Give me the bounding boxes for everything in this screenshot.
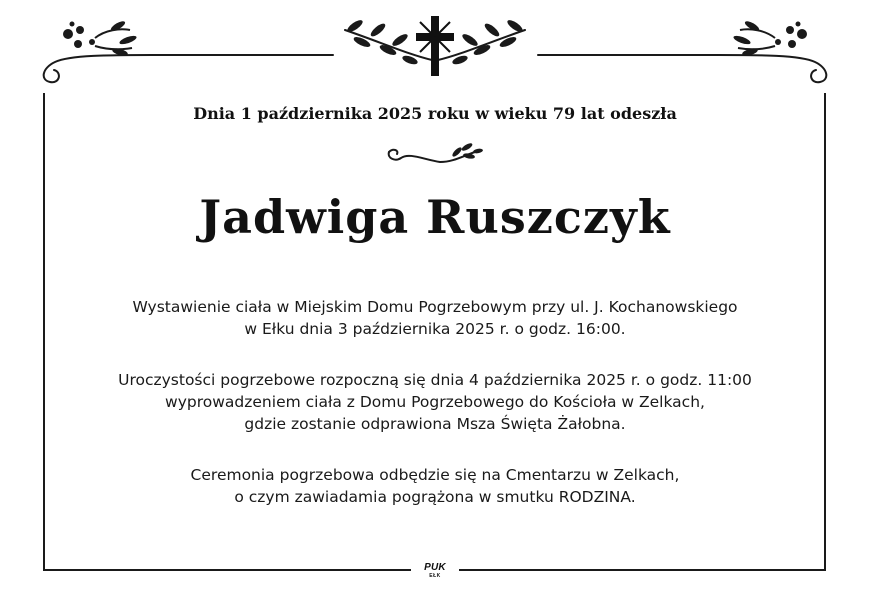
paragraph-line: wyprowadzeniem ciała z Domu Pogrzebowego do Kościoła w Zelkach, xyxy=(165,393,705,411)
floral-ornament-icon xyxy=(733,19,807,57)
paragraph-line: Wystawienie ciała w Miejskim Domu Pogrzebowym przy ul. J. Kochanowskiego xyxy=(132,298,738,316)
cross-icon xyxy=(416,16,454,76)
leaf-divider-icon xyxy=(385,142,485,172)
paragraph-line: w Ełku dnia 3 października 2025 r. o godz. 16:00. xyxy=(244,320,626,338)
paragraph-line: gdzie zostanie odprawiona Msza Święta Żałobna. xyxy=(244,415,626,433)
puk-logo xyxy=(418,563,452,583)
top-ornament xyxy=(0,0,870,95)
paragraph-line: o czym zawiadamia pogrążona w smutku RODZINA. xyxy=(234,488,636,506)
paragraph-ceremony xyxy=(60,369,810,435)
paragraph-viewing xyxy=(60,296,810,340)
logo-main: PUK xyxy=(424,562,446,573)
intro-text: Dnia 1 października 2025 roku w wieku 79 lat odeszła xyxy=(193,104,677,123)
paragraph-line: Uroczystości pogrzebowe rozpoczną się dnia 4 października 2025 r. o godz. 11:00 xyxy=(118,371,752,389)
paragraph-line: Ceremonia pogrzebowa odbędzie się na Cmentarzu w Zelkach, xyxy=(190,466,680,484)
logo-sub: EŁK xyxy=(429,573,441,579)
paragraph-burial xyxy=(60,464,810,508)
floral-ornament-icon xyxy=(63,19,137,57)
deceased-name: Jadwiga Ruszczyk xyxy=(199,190,671,244)
